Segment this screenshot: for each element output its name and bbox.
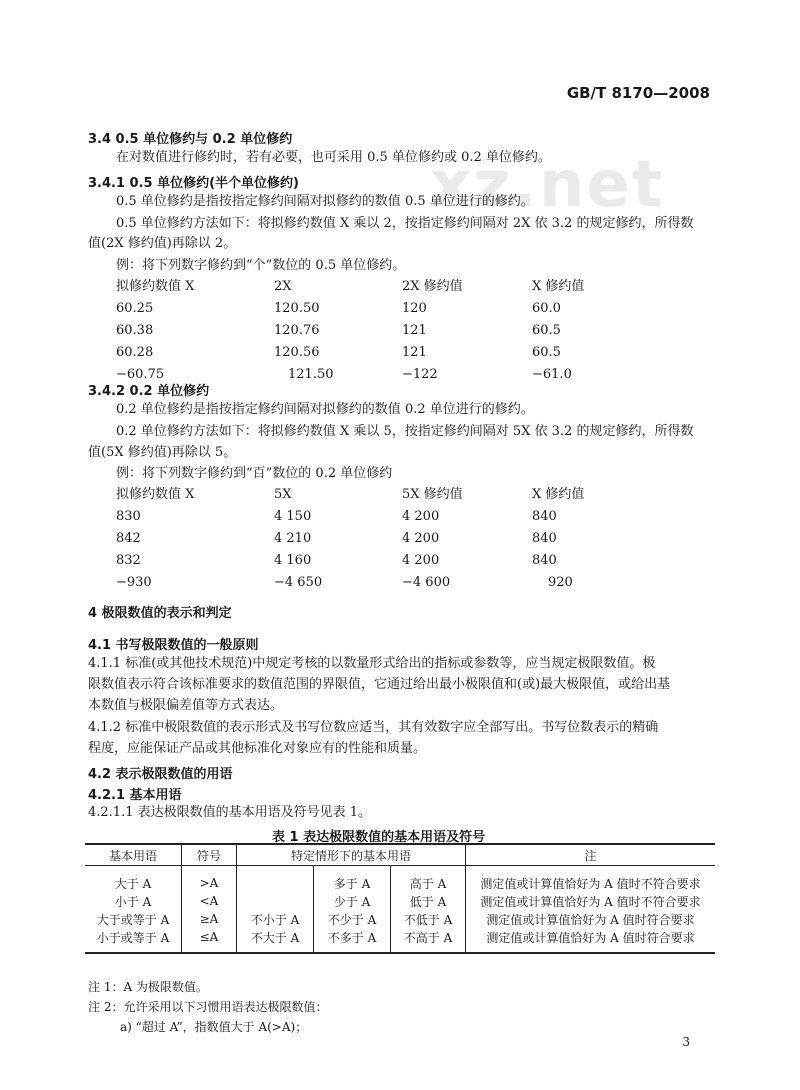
example-1-row xyxy=(116,323,632,345)
example-2-header-row xyxy=(116,487,632,509)
cell: 4 200 xyxy=(402,509,440,524)
cell: −930 xyxy=(116,575,152,590)
cell: −60.75 xyxy=(116,367,165,382)
cell: −122 xyxy=(402,367,438,382)
section-4-1-heading: 4.1 书写极限数值的一般原则 xyxy=(88,638,259,653)
example-1-header-row xyxy=(116,279,632,301)
cell: 121.50 xyxy=(288,367,334,382)
cell: 测定值或计算值恰好为 A 值时符合要求 xyxy=(466,928,716,953)
cell: ≥A xyxy=(182,910,237,928)
section-3-4-heading: 3.4 0.5 单位修约与 0.2 单位修约 xyxy=(88,132,293,147)
example-1-row xyxy=(116,345,632,367)
section-3-4-2-example: 例：将下列数字修约到“百”数位的 0.2 单位修约 xyxy=(116,466,393,481)
section-3-4-1-text-1: 0.5 单位修约是指按指定修约间隔对拟修约的数值 0.5 单位进行的修约。 xyxy=(116,194,534,209)
table-row xyxy=(85,910,715,928)
example-2-table xyxy=(116,487,632,597)
cell: 832 xyxy=(116,553,141,568)
col-header: 2X 修约值 xyxy=(402,279,463,294)
table-1-caption: 表 1 表达极限数值的基本用语及符号 xyxy=(272,830,486,845)
cell: −4 600 xyxy=(402,575,451,590)
cell: −4 650 xyxy=(274,575,323,590)
cell: 121 xyxy=(402,345,427,360)
example-1-table xyxy=(116,279,632,389)
cell: 不多于 A xyxy=(314,928,391,953)
col-header: 符号 xyxy=(182,844,237,866)
section-3-4-2-text-1: 0.2 单位修约是指按指定修约间隔对拟修约的数值 0.2 单位进行的修约。 xyxy=(116,402,534,417)
cell: 小于或等于 A xyxy=(85,928,182,953)
cell: 4 160 xyxy=(274,553,312,568)
cell: 120.50 xyxy=(274,301,320,316)
cell: 4 200 xyxy=(402,531,440,546)
cell: 测定值或计算值恰好为 A 值时符合要求 xyxy=(466,910,716,928)
cell: 低于 A xyxy=(391,892,466,910)
cell: 830 xyxy=(116,509,141,524)
example-2-row xyxy=(116,531,632,553)
cell: 4 210 xyxy=(274,531,312,546)
cell: 60.25 xyxy=(116,301,154,316)
cell: 不高于 A xyxy=(391,928,466,953)
table-row xyxy=(85,928,715,953)
cell: 测定值或计算值恰好为 A 值时不符合要求 xyxy=(466,892,716,910)
section-4-1-2-text-b: 程度，应能保证产品或其他标准化对象应有的性能和质量。 xyxy=(88,741,427,756)
section-3-4-1-example: 例：将下列数字修约到“个”数位的 0.5 单位修约。 xyxy=(116,258,406,273)
cell: 不大于 A xyxy=(237,928,314,953)
cell: 大于或等于 A xyxy=(96,912,170,927)
section-4-1-1-text-b: 限数值表示符合该标准要求的数值范围的界限值，它通过给出最小极限值和(或)最大极限值，或给出基 xyxy=(88,677,671,692)
cell: 4 150 xyxy=(274,509,312,524)
section-3-4-2-heading: 3.4.2 0.2 单位修约 xyxy=(88,384,210,399)
cell: >A xyxy=(182,866,237,893)
col-header: 注 xyxy=(466,844,716,866)
cell: ≤A xyxy=(182,928,237,953)
col-header: X 修约值 xyxy=(532,279,585,294)
cell: 不小于 A xyxy=(237,910,314,928)
cell: 120 xyxy=(402,301,427,316)
page-number: 3 xyxy=(682,1035,690,1049)
col-header: 2X xyxy=(274,279,292,294)
table-row xyxy=(85,866,715,893)
cell: 60.0 xyxy=(532,301,561,316)
cell: 840 xyxy=(532,553,557,568)
section-3-4-2-text-2a: 0.2 单位修约方法如下：将拟修约数值 X 乘以 5，按指定修约间隔对 5X 依 3.2 的规定修约，所得数 xyxy=(116,424,694,439)
cell: 60.5 xyxy=(532,345,561,360)
table-row xyxy=(85,892,715,910)
cell: 高于 A xyxy=(391,866,466,893)
standard-code: GB/T 8170—2008 xyxy=(566,84,710,102)
col-header: 5X xyxy=(274,487,292,502)
col-header: 5X 修约值 xyxy=(402,487,463,502)
section-3-4-1-heading: 3.4.1 0.5 单位修约(半个单位修约) xyxy=(88,176,299,191)
cell xyxy=(237,866,314,893)
cell: 大于 A xyxy=(114,876,152,891)
col-header: 特定情形下的基本用语 xyxy=(237,844,466,866)
col-header: 拟修约数值 X xyxy=(116,279,195,294)
example-2-row xyxy=(116,509,632,531)
section-3-4-2-text-2b: 值(5X 修约值)再除以 5。 xyxy=(88,445,237,460)
example-2-row xyxy=(116,575,632,597)
table-1-header-row xyxy=(85,844,715,866)
section-4-2-heading: 4.2 表示极限数值的用语 xyxy=(88,767,233,782)
cell: 121 xyxy=(402,323,427,338)
cell: 4 200 xyxy=(402,553,440,568)
cell: 120.56 xyxy=(274,345,320,360)
section-4-heading: 4 极限数值的表示和判定 xyxy=(88,606,232,621)
example-1-row xyxy=(116,301,632,323)
cell: 不少于 A xyxy=(314,910,391,928)
section-4-1-2-text-a: 4.1.2 标准中极限数值的表示形式及书写位数应适当，其有效数字应全部写出。书写位数表示的精确 xyxy=(88,720,659,735)
cell: <A xyxy=(182,892,237,910)
cell: 840 xyxy=(532,531,557,546)
cell xyxy=(237,892,314,910)
cell: 920 xyxy=(548,575,573,590)
col-header: 拟修约数值 X xyxy=(116,487,195,502)
section-4-2-1-1-text: 4.2.1.1 表达极限数值的基本用语及符号见表 1。 xyxy=(88,805,372,820)
watermark: xz.net xyxy=(430,148,665,222)
note-2-item-a: a) “超过 A”，指数值大于 A(>A)； xyxy=(120,1020,308,1034)
example-2-row xyxy=(116,553,632,575)
cell: 60.38 xyxy=(116,323,154,338)
cell: 多于 A xyxy=(314,866,391,893)
note-1: 注 1：A 为极限数值。 xyxy=(88,980,208,994)
cell: 120.76 xyxy=(274,323,320,338)
cell: 少于 A xyxy=(314,892,391,910)
note-2: 注 2：允许采用以下习惯用语表达极限数值： xyxy=(88,1000,328,1014)
cell: 60.5 xyxy=(532,323,561,338)
table-1 xyxy=(85,843,715,954)
cell: 842 xyxy=(116,531,141,546)
section-3-4-text: 在对数值进行修约时，若有必要，也可采用 0.5 单位修约或 0.2 单位修约。 xyxy=(116,150,551,165)
cell: 小于 A xyxy=(114,894,152,909)
cell: −61.0 xyxy=(532,367,572,382)
cell: 840 xyxy=(532,509,557,524)
section-4-1-1-text-c: 本数值与极限偏差值等方式表达。 xyxy=(88,698,284,713)
col-header: X 修约值 xyxy=(532,487,585,502)
section-4-2-1-heading: 4.2.1 基本用语 xyxy=(88,788,182,803)
cell: 不低于 A xyxy=(391,910,466,928)
section-3-4-1-text-2b: 值(2X 修约值)再除以 2。 xyxy=(88,236,237,251)
col-header: 基本用语 xyxy=(85,844,182,866)
section-4-1-1-text-a: 4.1.1 标准(或其他技术规范)中规定考核的以数量形式给出的指标或参数等，应当规定极限数值。极 xyxy=(88,656,656,671)
cell: 60.28 xyxy=(116,345,154,360)
cell: 测定值或计算值恰好为 A 值时不符合要求 xyxy=(466,866,716,893)
section-3-4-1-text-2a: 0.5 单位修约方法如下：将拟修约数值 X 乘以 2，按指定修约间隔对 2X 依 3.2 的规定修约，所得数 xyxy=(116,216,694,231)
